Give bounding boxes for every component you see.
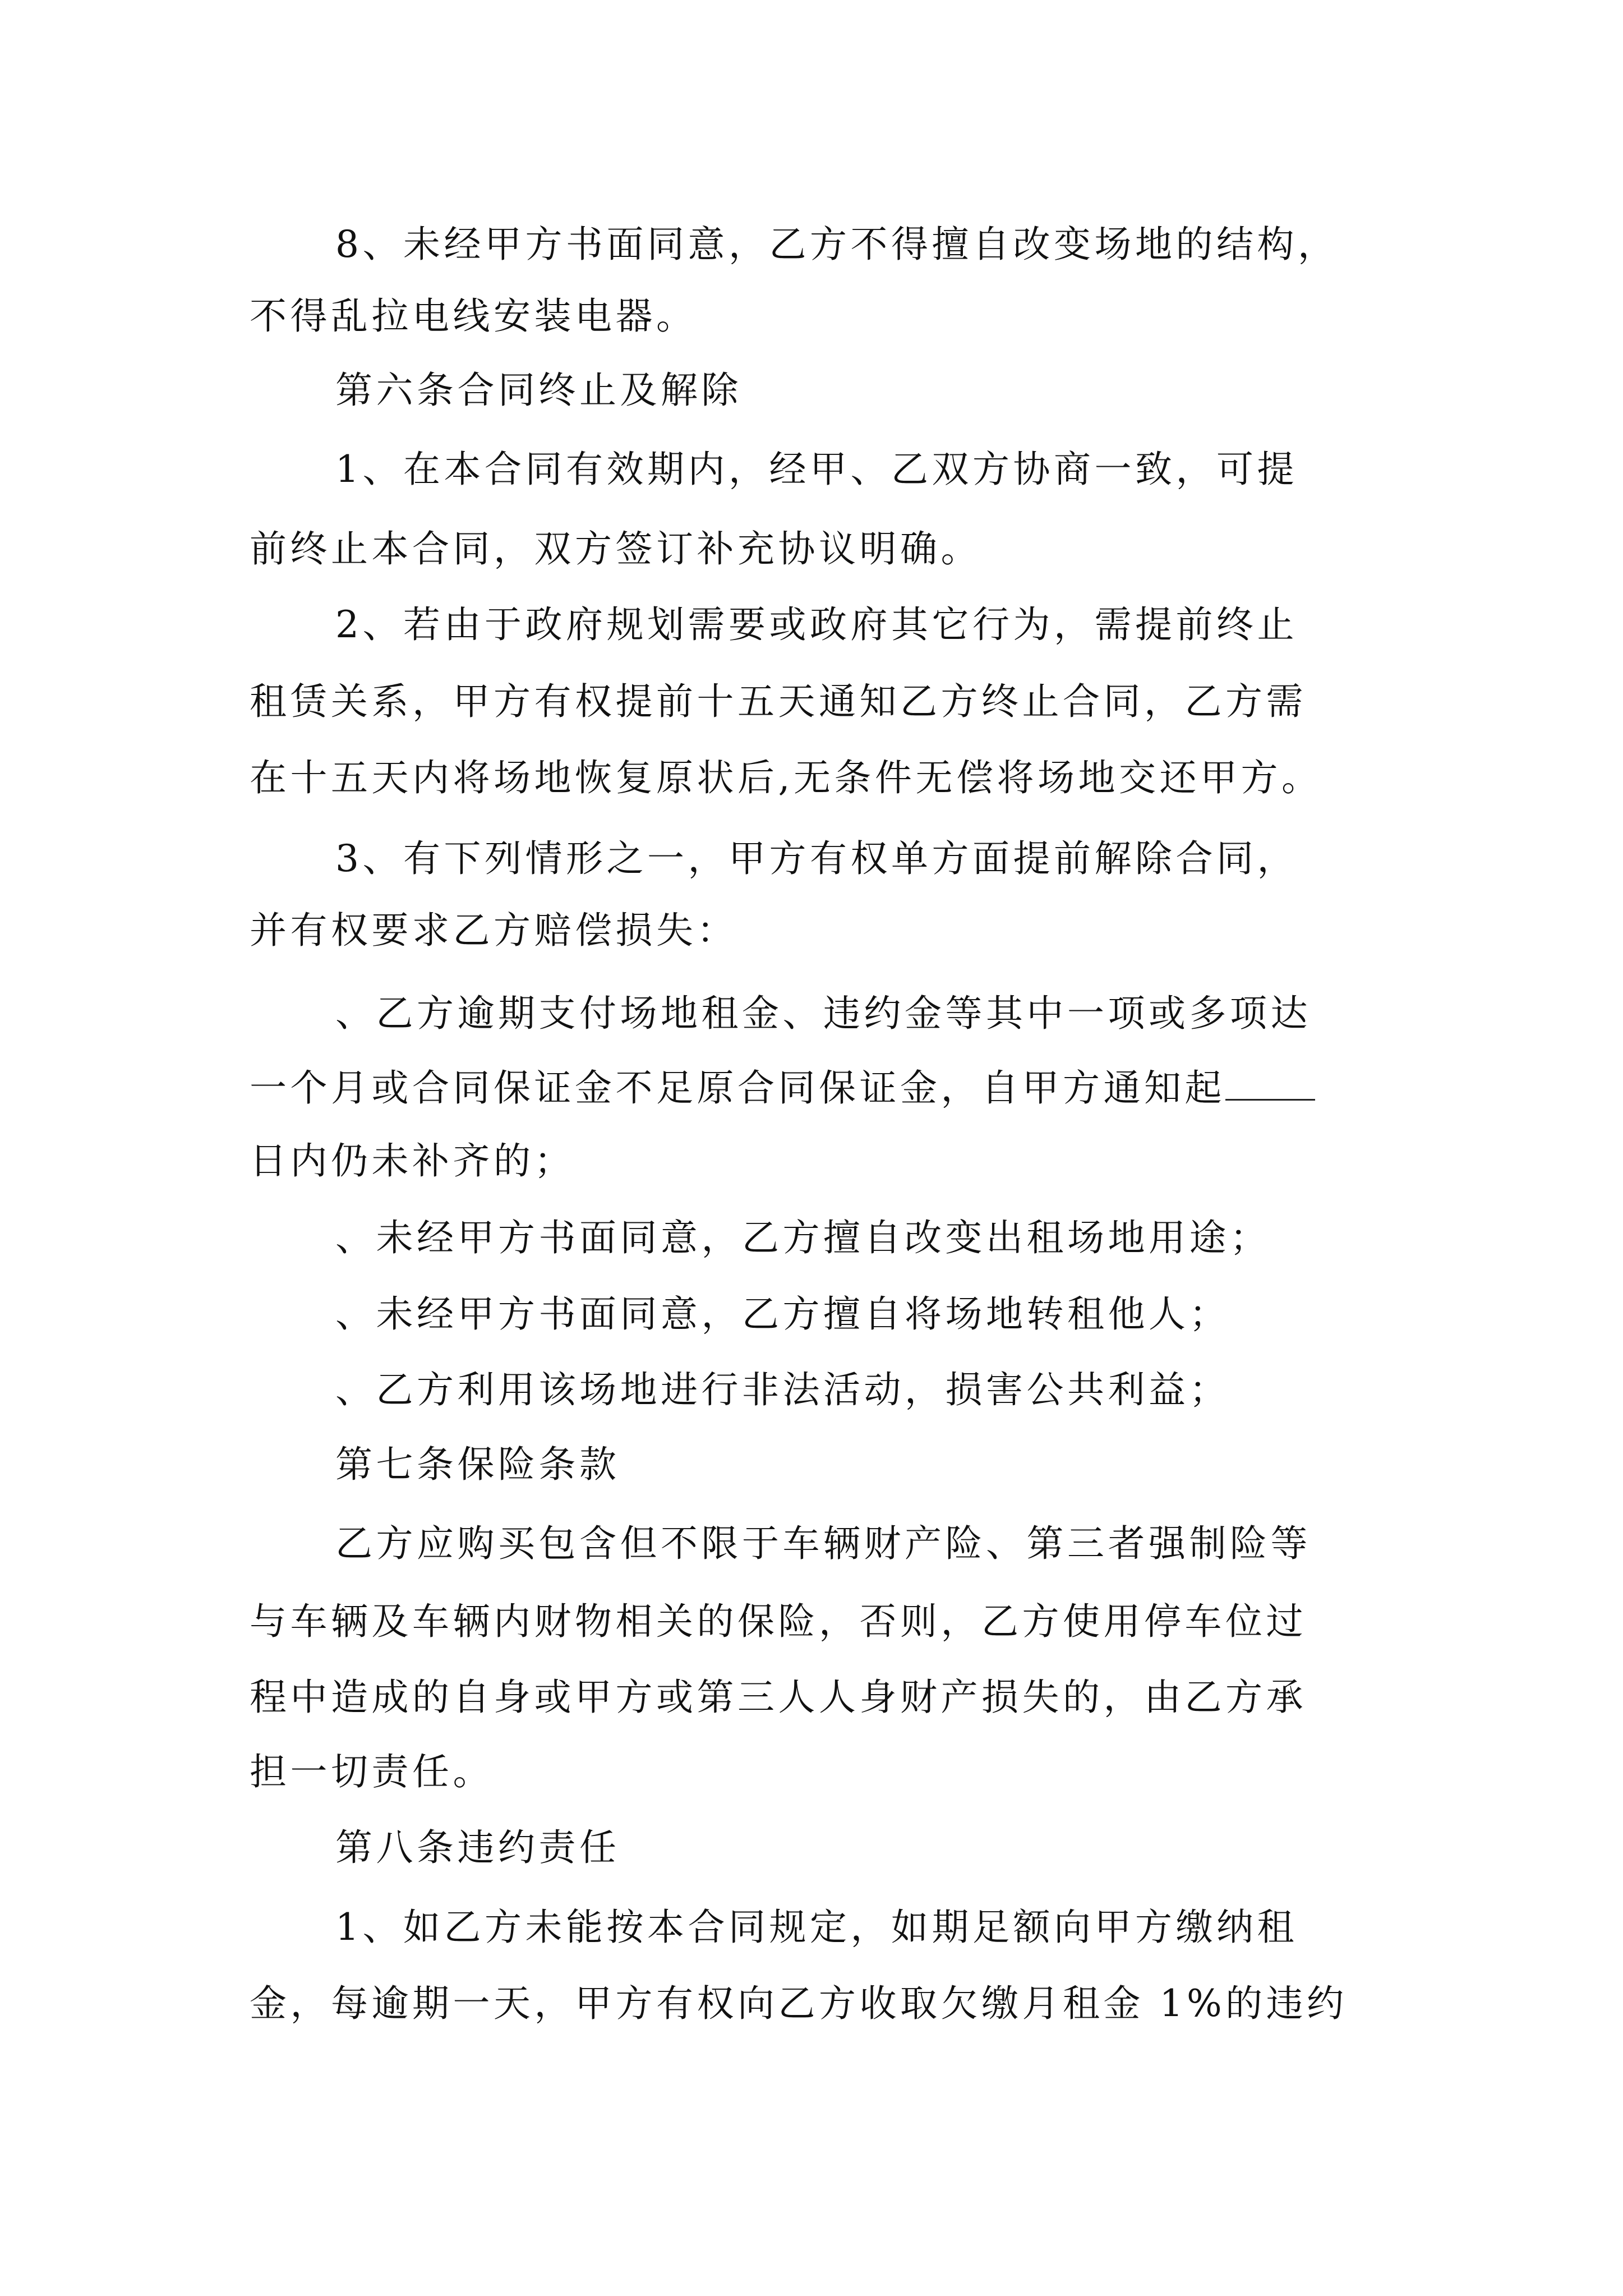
- section-heading: 第七条保险条款: [335, 1443, 620, 1486]
- text-line: 前终止本合同，双方签订补充协议明确。: [250, 527, 981, 570]
- text-line: 1、在本合同有效期内，经甲、乙双方协商一致，可提: [335, 448, 1298, 491]
- text-line: 1、如乙方未能按本合同规定，如期足额向甲方缴纳租: [335, 1906, 1298, 1949]
- text-line: 在十五天内将场地恢复原状后,无条件无偿将场地交还甲方。: [250, 756, 1322, 799]
- text-line: 一个月或合同保证金不足原合同保证金，自甲方通知起: [250, 1066, 1225, 1110]
- text-line: 2、若由于政府规划需要或政府其它行为，需提前终止: [335, 603, 1298, 646]
- text-line: 、乙方逾期支付场地租金、违约金等其中一项或多项达: [335, 992, 1311, 1035]
- text-line: 并有权要求乙方赔偿损失：: [250, 909, 737, 952]
- text-line: 金，每逾期一天，甲方有权向乙方收取欠缴月租金 1%的违约: [250, 1982, 1348, 2025]
- text-line: 租赁关系，甲方有权提前十五天通知乙方终止合同，乙方需: [250, 680, 1307, 723]
- text-line: 与车辆及车辆内财物相关的保险，否则，乙方使用停车位过: [250, 1600, 1307, 1643]
- text-line-with-blank: [250, 1064, 1315, 1111]
- section-heading: 第六条合同终止及解除: [335, 369, 742, 412]
- text-line: 程中造成的自身或甲方或第三人人身财产损失的，由乙方承: [250, 1676, 1307, 1719]
- text-line: 8、未经甲方书面同意，乙方不得擅自改变场地的结构，: [335, 223, 1339, 266]
- text-line: 日内仍未补齐的；: [250, 1139, 575, 1182]
- text-line: 担一切责任。: [250, 1750, 494, 1793]
- section-heading: 第八条违约责任: [335, 1826, 620, 1869]
- text-line: 、乙方利用该场地进行非法活动，损害公共利益；: [335, 1368, 1230, 1411]
- text-line: 不得乱拉电线安装电器。: [250, 295, 697, 338]
- text-line: 乙方应购买包含但不限于车辆财产险、第三者强制险等: [335, 1522, 1311, 1565]
- text-line: 3、有下列情形之一，甲方有权单方面提前解除合同，: [335, 837, 1298, 880]
- text-line: 、未经甲方书面同意，乙方擅自改变出租场地用途；: [335, 1216, 1271, 1259]
- text-line: 、未经甲方书面同意，乙方擅自将场地转租他人；: [335, 1292, 1230, 1336]
- fill-in-blank: [1225, 1064, 1315, 1101]
